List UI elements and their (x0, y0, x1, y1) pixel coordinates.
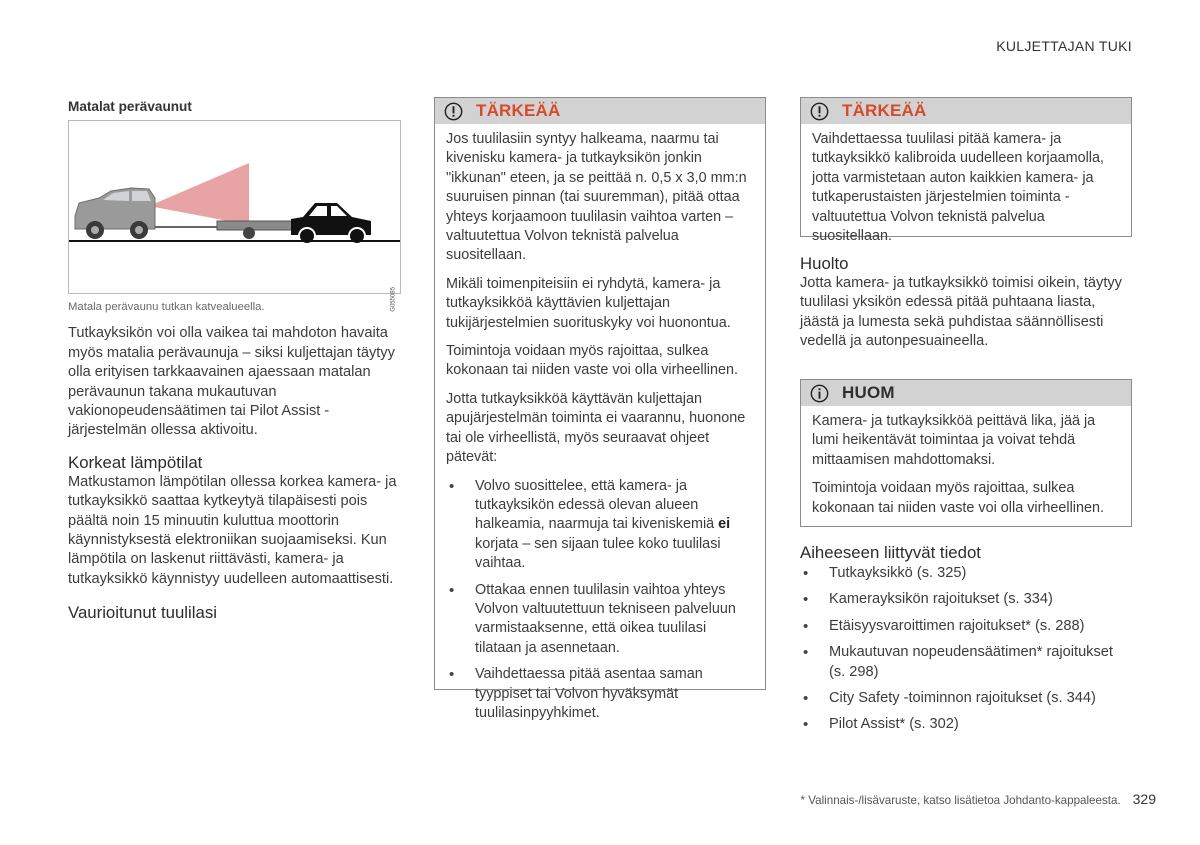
important-box-windshield (434, 97, 766, 721)
section-header: KULJETTAJAN TUKI (996, 38, 1132, 54)
list-item: • Vaihdettaessa pitää asentaa saman tyyppiset tai Volvon hyväksymät tuulilasinpyyhkimet. (446, 665, 755, 723)
important-text-3: Toimintoja voidaan myös rajoittaa, sulkea kokonaan tai niiden vaste voi olla virheellinen. (446, 343, 738, 379)
page-number: 329 (1132, 791, 1156, 807)
heading-related-info: Aiheeseen liittyvät tiedot (800, 543, 981, 562)
bullet-text: korjata – sen sijaan tulee koko tuulilasi vaihtaa. (475, 535, 721, 572)
bullet-emphasis: ei (718, 516, 731, 533)
maintenance-section (800, 254, 1132, 352)
important-box-title: TÄRKEÄÄ (842, 101, 927, 120)
figure-caption: Matala perävaunu tutkan katvealueella. (68, 301, 265, 313)
important-text-2: Mikäli toimenpiteisiin ei ryhdytä, kamera- ja tutkayksikköä käyttävien kuljettajan tukijärjestelmien suorituskyky voi huonontua. (446, 275, 731, 331)
important-text-4: Jotta tutkayksikköä käyttävän kuljettajan apujärjestelmän toiminta ei vaarannu, huonone tai ole virheellistä, myös seuraavat ohjeet pätevät: (446, 390, 746, 466)
related-link[interactable]: • Kamerayksikön rajoitukset (s. 334) (800, 590, 1132, 609)
calibration-text: Vaihdettaessa tuulilasi pitää kamera- ja tutkayksikkö kalibroida uudelleen korjaamolla, jotta varmistetaan auton kaikkien kamera- ja tutkaperustaisten järjestelmien toiminta - valtuutettua Volvon teknistä palvelua suositellaan. (812, 131, 1104, 245)
heading-maintenance: Huolto (800, 254, 849, 273)
warning-icon (810, 102, 829, 121)
list-item: • Ottakaa ennen tuulilasin vaihtoa yhteys Volvon valtuutettuun tekniseen palveluun varmistaaksenne, että oikea tuulilasi tilataan ja asennetaan. (446, 581, 755, 659)
heading-high-temperatures: Korkeat lämpötilat (68, 452, 203, 472)
important-box-header (435, 98, 765, 124)
note-text-1: Kamera- ja tutkayksikköä peittävä lika, jää ja lumi heikentävät toimintaa ja voivat tehdä mittaamisen mahdottomaksi. (812, 413, 1096, 468)
important-box-header (801, 98, 1131, 124)
note-box-title: HUOM (842, 383, 895, 402)
info-icon (810, 384, 829, 403)
subhead-low-trailers: Matalat perävaunut (68, 99, 192, 114)
warning-icon (444, 102, 463, 121)
high-temperatures-text: Matkustamon lämpötilan ollessa korkea kamera- ja tutkayksikkö saattaa kytkeytyä tilapäisesti pois päältä noin 15 minuutin kuluttua moottorin käynnistyksestä elektroniikan suojaamiseksi. Kun lämpötila on laskenut riittävästi, kamera- ja tutkayksikkö käynnistyy uudelleen automaattisesti. (68, 473, 397, 587)
important-text-1: Jos tuulilasiin syntyy halkeama, naarmu tai kivenisku kamera- ja tutkayksikön jonkin "ikkunan" eteen, ja se peittää n. 0,5 x 3,0 mm:n suuruisen pinnan (tai suuremman), pitää ottaa yhteys korjaamoon tuulilasin vaihtoa varten – valtuutettua Volvon teknistä palvelua suositellaan. (446, 131, 747, 264)
figure-code: G055085 (391, 287, 397, 312)
related-link[interactable]: • Etäisyysvaroittimen rajoitukset* (s. 288) (800, 617, 1132, 636)
note-box-header (801, 380, 1131, 406)
note-text-2: Toimintoja voidaan myös rajoittaa, sulkea kokonaan tai niiden vaste voi olla virheellinen. (812, 480, 1104, 516)
related-links-list (800, 564, 1132, 735)
left-column-body (68, 298, 400, 623)
related-link[interactable]: • City Safety -toiminnon rajoitukset (s. 344) (800, 689, 1132, 708)
list-item (446, 477, 755, 574)
page-footer (801, 791, 1156, 807)
car-and-trailer-illustration (69, 121, 400, 293)
important-bullet-list (446, 477, 755, 724)
heading-damaged-windshield: Vaurioitunut tuulilasi (68, 603, 217, 623)
maintenance-text: Jotta kamera- ja tutkayksikkö toimisi oikein, täytyy tuulilasi yksikön edessä pitää puhtaana liasta, jäästä ja lumesta sekä puhdistaa säännöllisesti vedellä ja autonpesuaineella. (800, 275, 1122, 350)
left-column (68, 97, 401, 116)
important-box-calibration (800, 97, 1132, 245)
important-box-title: TÄRKEÄÄ (476, 101, 561, 120)
related-link[interactable]: • Pilot Assist* (s. 302) (800, 715, 1132, 734)
related-link[interactable]: • Tutkayksikkö (s. 325) (800, 564, 1132, 583)
note-box-body (801, 406, 1131, 526)
related-link[interactable]: • Mukautuvan nopeudensäätimen* rajoitukset (s. 298) (800, 643, 1132, 682)
related-info-section (800, 543, 1132, 735)
important-box-body (801, 124, 1131, 254)
low-trailer-text: Tutkayksikön voi olla vaikea tai mahdoton havaita myös matalia perävaunuja – siksi kuljettajan täytyy olla erityisen tarkkaavainen ajaessaan matalan perävaunun takana mukautuvan vakionopeudensäätimen tai Pilot Assist -järjestelmän ollessa aktivoitu. (68, 325, 395, 439)
note-box (800, 379, 1132, 527)
bullet-text: Volvo suosittelee, että kamera- ja tutkayksikön edessä olevan alueen halkeamia, naarmuja tai kiveniskemiä (475, 477, 719, 533)
footnote: * Valinnais-/lisävaruste, katso lisätietoa Johdanto-kappaleesta. (800, 794, 1121, 807)
important-box-body (435, 124, 765, 731)
